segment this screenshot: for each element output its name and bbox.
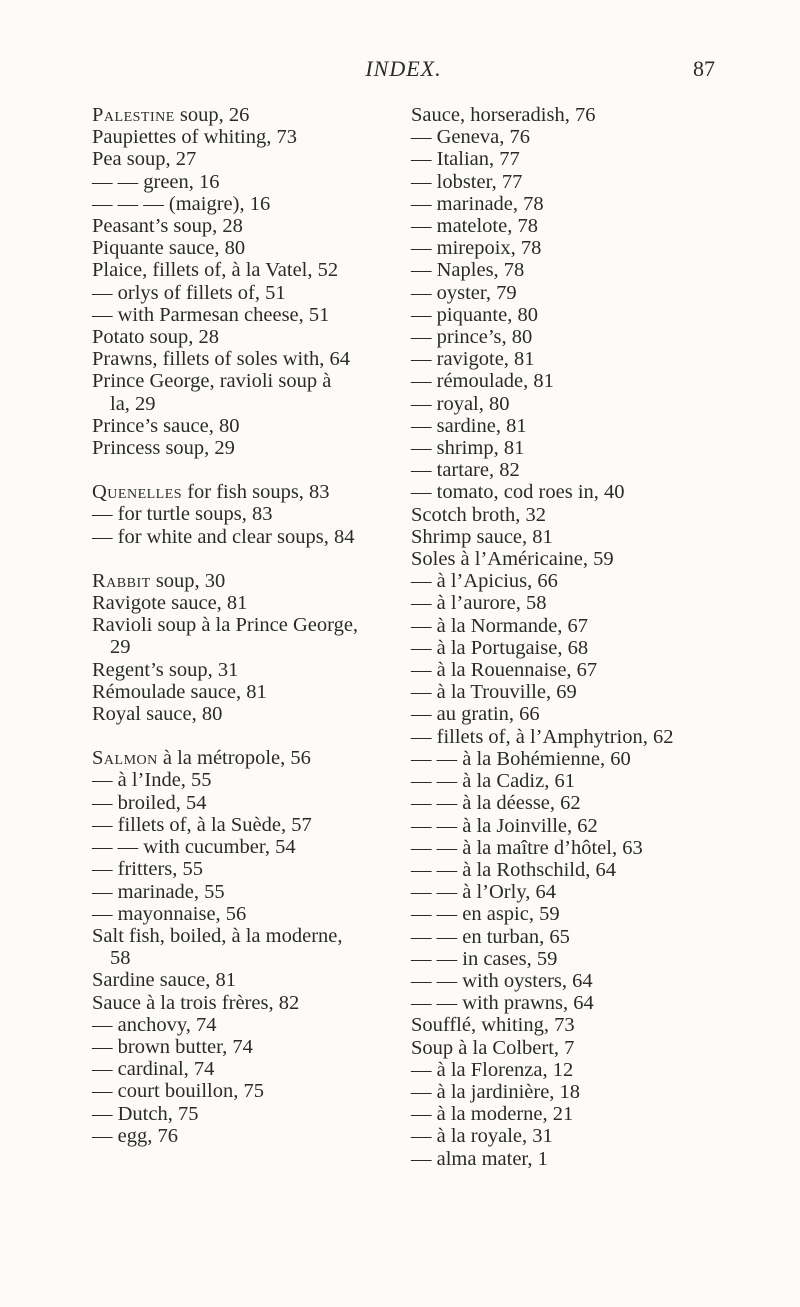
index-entry: [411, 681, 721, 703]
entry-text: — alma mater, 1: [411, 1147, 548, 1170]
section-gap: [92, 459, 390, 481]
index-entry: [92, 415, 390, 437]
entry-text: — shrimp, 81: [411, 437, 525, 460]
index-entry: [411, 326, 721, 348]
section-gap: [92, 725, 390, 747]
entry-text: — anchovy, 74: [92, 1013, 217, 1036]
index-entry: [411, 726, 721, 748]
entry-text: — — à l’Orly, 64: [411, 881, 556, 904]
entry-text: Soufflé, whiting, 73: [411, 1014, 575, 1037]
entry-text: — tomato, cod roes in, 40: [411, 481, 625, 504]
index-entry: [92, 769, 390, 791]
index-entry: [411, 171, 721, 193]
entry-text: Paupiettes of whiting, 73: [92, 126, 297, 149]
index-entry: [92, 526, 390, 548]
index-entry: [411, 570, 721, 592]
index-entry: [411, 526, 721, 548]
index-entry: [411, 148, 721, 170]
entry-text: — à la Normande, 67: [411, 614, 589, 637]
entry-text: — fillets of, à l’Amphytrion, 62: [411, 725, 674, 748]
running-title: INDEX.: [365, 56, 442, 81]
entry-text: — orlys of fillets of, 51: [92, 281, 286, 304]
entry-text: — — — (maigre), 16: [92, 192, 271, 215]
index-entry: [92, 858, 390, 880]
index-entry: [411, 748, 721, 770]
index-entry: [411, 970, 721, 992]
index-entry: [92, 969, 390, 991]
entry-text: — for white and clear soups, 84: [92, 525, 355, 548]
index-entry: [411, 837, 721, 859]
entry-text: — à l’Inde, 55: [92, 769, 212, 792]
entry-text: — tartare, 82: [411, 459, 520, 482]
entry-text: — broiled, 54: [92, 791, 207, 814]
entry-text: — rémoulade, 81: [411, 370, 554, 393]
entry-text: Plaice, fillets of, à la Vatel, 52: [92, 259, 339, 282]
index-entry: [92, 659, 390, 681]
entry-text: Ravioli soup à la Prince George,: [92, 614, 359, 637]
entry-text: — Dutch, 75: [92, 1102, 199, 1125]
section-lead-word: Salmon: [92, 747, 158, 770]
index-entry: [411, 1125, 721, 1147]
entry-text: 58: [110, 947, 131, 970]
entry-text: for fish soups, 83: [182, 481, 330, 504]
index-entry: [92, 126, 390, 148]
entry-text: — — green, 16: [92, 170, 220, 193]
index-column-left: [92, 104, 390, 1147]
index-entry: [411, 859, 721, 881]
entry-text: — egg, 76: [92, 1124, 178, 1147]
entry-text: Sauce à la trois frères, 82: [92, 991, 300, 1014]
entry-text: — — in cases, 59: [411, 947, 558, 970]
index-entry: [92, 592, 390, 614]
entry-text: — Naples, 78: [411, 259, 525, 282]
index-entry: [92, 1036, 390, 1058]
index-entry: [411, 548, 721, 570]
entry-text: — with Parmesan cheese, 51: [92, 303, 330, 326]
index-entry: [92, 259, 390, 281]
index-entry: [411, 637, 721, 659]
entry-text: — à l’aurore, 58: [411, 592, 547, 615]
index-entry: [92, 193, 390, 215]
entry-text: 29: [110, 636, 131, 659]
entry-text: Prawns, fillets of soles with, 64: [92, 348, 350, 371]
entry-text: Peasant’s soup, 28: [92, 215, 243, 238]
index-entry: [411, 282, 721, 304]
index-column-right: [411, 104, 721, 1170]
entry-text: — — en aspic, 59: [411, 903, 560, 926]
index-entry: [92, 992, 390, 1014]
entry-text: soup, 30: [150, 569, 226, 592]
entry-text: — — with prawns, 64: [411, 992, 594, 1015]
entry-text: — — with cucumber, 54: [92, 836, 296, 859]
index-entry: [411, 615, 721, 637]
page-number: 87: [693, 56, 715, 81]
entry-text: — à la moderne, 21: [411, 1103, 574, 1126]
page-header: [92, 56, 715, 86]
entry-text: — prince’s, 80: [411, 326, 533, 349]
index-entry: [411, 304, 721, 326]
entry-text: — — à la Bohémienne, 60: [411, 747, 631, 770]
entry-text: — royal, 80: [411, 392, 510, 415]
index-entry: [92, 747, 390, 769]
entry-text: Piquante sauce, 80: [92, 237, 246, 260]
index-entry: [92, 814, 390, 836]
entry-text: — — à la Cadiz, 61: [411, 770, 575, 793]
index-entry: [411, 992, 721, 1014]
index-entry: [92, 148, 390, 170]
entry-text: Prince George, ravioli soup à: [92, 370, 332, 393]
entry-text: — à la Trouville, 69: [411, 681, 577, 704]
entry-text: Sauce, horseradish, 76: [411, 104, 596, 126]
entry-text: — mayonnaise, 56: [92, 902, 247, 925]
index-entry: [92, 703, 390, 725]
entry-text: — sardine, 81: [411, 414, 527, 437]
entry-text: Pea soup, 27: [92, 148, 197, 171]
index-entry: [92, 481, 390, 503]
index-entry: [92, 282, 390, 304]
index-entry: [411, 481, 721, 503]
index-entry: [411, 1059, 721, 1081]
entry-text: — — à la déesse, 62: [411, 792, 581, 815]
index-entry: [411, 1103, 721, 1125]
entry-text: — brown butter, 74: [92, 1035, 253, 1058]
section-gap: [92, 548, 390, 570]
index-entry: [411, 348, 721, 370]
entry-text: Royal sauce, 80: [92, 703, 223, 726]
entry-text: Sardine sauce, 81: [92, 969, 237, 992]
index-entry: [92, 348, 390, 370]
entry-text: — à la royale, 31: [411, 1125, 553, 1148]
index-entry: [411, 459, 721, 481]
entry-text: — fritters, 55: [92, 858, 204, 881]
index-entry: [411, 370, 721, 392]
index-entry: [411, 104, 721, 126]
index-entry: [92, 1058, 390, 1080]
index-entry: [411, 948, 721, 970]
section-lead-word: Palestine: [92, 104, 175, 126]
entry-text: — matelote, 78: [411, 215, 538, 238]
entry-text: — fillets of, à la Suède, 57: [92, 813, 312, 836]
index-entry: [92, 370, 390, 392]
index-entry: [411, 792, 721, 814]
index-entry: [92, 326, 390, 348]
entry-text: — à la Rouennaise, 67: [411, 659, 598, 682]
entry-text: — mirepoix, 78: [411, 237, 542, 260]
index-entry: [92, 304, 390, 326]
index-entry: [411, 815, 721, 837]
entry-text: — court bouillon, 75: [92, 1080, 264, 1103]
entry-text: Shrimp sauce, 81: [411, 525, 553, 548]
entry-text: Soles à l’Américaine, 59: [411, 548, 614, 571]
index-entry: [92, 237, 390, 259]
entry-text: Regent’s soup, 31: [92, 658, 239, 681]
entry-text: la, 29: [110, 392, 156, 415]
entry-text: — for turtle soups, 83: [92, 503, 273, 526]
entry-text: — oyster, 79: [411, 281, 517, 304]
entry-text: — lobster, 77: [411, 170, 523, 193]
index-entry: [92, 1125, 390, 1147]
index-entry: [411, 926, 721, 948]
index-entry: [411, 126, 721, 148]
index-entry-continuation: [92, 636, 390, 658]
entry-text: — Geneva, 76: [411, 126, 530, 149]
index-entry: [92, 1103, 390, 1125]
entry-text: — — à la maître d’hôtel, 63: [411, 836, 643, 859]
index-entry: [411, 193, 721, 215]
index-entry: [92, 570, 390, 592]
section-lead-word: Rabbit: [92, 569, 151, 592]
entry-text: — cardinal, 74: [92, 1058, 215, 1081]
entry-text: Ravigote sauce, 81: [92, 592, 248, 615]
index-entry: [411, 881, 721, 903]
entry-text: — — with oysters, 64: [411, 969, 593, 992]
index-entry: [411, 437, 721, 459]
entry-text: — Italian, 77: [411, 148, 520, 171]
index-entry: [411, 1014, 721, 1036]
entry-text: — marinade, 78: [411, 192, 544, 215]
entry-text: Scotch broth, 32: [411, 503, 546, 526]
index-entry: [92, 171, 390, 193]
index-entry: [92, 881, 390, 903]
index-entry: [411, 903, 721, 925]
index-entry: [411, 1081, 721, 1103]
index-entry: [92, 437, 390, 459]
entry-text: à la métropole, 56: [157, 747, 311, 770]
entry-text: Princess soup, 29: [92, 437, 235, 460]
index-entry-continuation: [92, 947, 390, 969]
index-entry: [92, 836, 390, 858]
index-entry: [92, 792, 390, 814]
index-entry: [411, 770, 721, 792]
entry-text: Prince’s sauce, 80: [92, 414, 240, 437]
entry-text: — à la Portugaise, 68: [411, 636, 589, 659]
section-lead-word: Quenelles: [92, 481, 183, 504]
entry-text: — piquante, 80: [411, 303, 538, 326]
index-entry: [92, 104, 390, 126]
index-entry: [92, 903, 390, 925]
index-entry: [411, 215, 721, 237]
entry-text: — à la Florenza, 12: [411, 1058, 574, 1081]
index-entry: [92, 503, 390, 525]
index-entry: [411, 659, 721, 681]
index-entry: [411, 393, 721, 415]
entry-text: — à l’Apicius, 66: [411, 570, 558, 593]
index-entry: [92, 681, 390, 703]
entry-text: Rémoulade sauce, 81: [92, 680, 267, 703]
entry-text: — — en turban, 65: [411, 925, 570, 948]
index-entry-continuation: [92, 393, 390, 415]
entry-text: — — à la Rothschild, 64: [411, 858, 616, 881]
entry-text: — au gratin, 66: [411, 703, 540, 726]
index-entry: [411, 415, 721, 437]
index-entry: [411, 592, 721, 614]
index-entry: [92, 215, 390, 237]
index-entry: [411, 504, 721, 526]
entry-text: Salt fish, boiled, à la moderne,: [92, 924, 343, 947]
entry-text: Soup à la Colbert, 7: [411, 1036, 575, 1059]
entry-text: — — à la Joinville, 62: [411, 814, 598, 837]
index-entry: [92, 1014, 390, 1036]
index-entry: [411, 703, 721, 725]
entry-text: — marinade, 55: [92, 880, 225, 903]
index-entry: [411, 1148, 721, 1170]
entry-text: soup, 26: [174, 104, 250, 126]
index-entry: [92, 614, 390, 636]
entry-text: — ravigote, 81: [411, 348, 535, 371]
index-entry: [92, 1080, 390, 1102]
index-entry: [411, 237, 721, 259]
entry-text: Potato soup, 28: [92, 326, 219, 349]
index-entry: [411, 259, 721, 281]
index-entry: [92, 925, 390, 947]
entry-text: — à la jardinière, 18: [411, 1080, 581, 1103]
index-entry: [411, 1037, 721, 1059]
